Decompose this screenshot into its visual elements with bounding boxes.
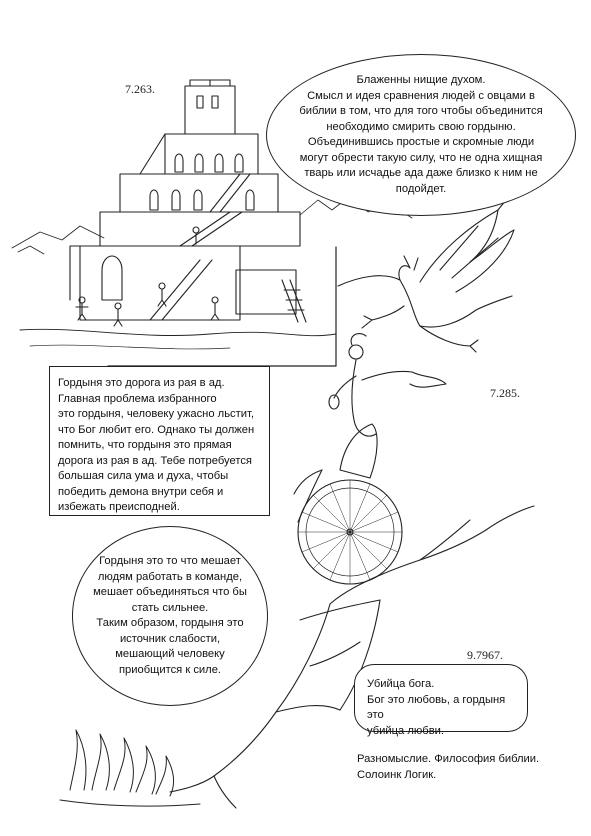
label-demon: 7.285. — [490, 386, 520, 400]
box-middle-line: дорога из рая в ад. Тебе потребуется — [58, 454, 252, 467]
bubble-left-line: мешает объединяться что бы — [93, 586, 247, 598]
bubble-right-line: убийца любви. — [367, 724, 444, 737]
box-middle-line: победить демона внутри себя и — [58, 485, 224, 498]
bubble-left-line: людям работать в команде, — [97, 570, 243, 583]
box-middle-line: это гордыня, человеку ужасно льстит, — [58, 408, 254, 420]
box-middle-line: Главная проблема избранного — [58, 392, 217, 405]
flames — [60, 730, 200, 806]
label-tower: 7.263. — [125, 82, 155, 96]
speech-bubble-right — [354, 664, 528, 737]
winged-demon — [338, 200, 514, 352]
bubble-left-line: приобщится к силе. — [118, 663, 222, 676]
bubble-top-line: Объединившись простые и скромные люди — [307, 136, 535, 148]
box-middle-line: что Бог любит его. Однако ты должен — [58, 423, 255, 436]
bubble-top-line: Блаженны нищие духом. — [356, 74, 486, 86]
box-middle-line: большая сила ума и духа, чтобы — [58, 470, 229, 482]
speech-bubble-top — [266, 54, 576, 216]
woman-on-wheel — [294, 334, 446, 584]
bubble-top-line: библии в том, что для того чтобы объединится — [299, 105, 543, 117]
bubble-left-line: Таким образом, гордыня это — [96, 617, 244, 629]
bubble-left-line: мешающий человеку — [115, 648, 225, 660]
box-middle-line: избежать преисподней. — [58, 501, 180, 513]
speech-bubble-left — [72, 526, 268, 706]
box-middle-line: Гордыня это дорога из рая в ад. — [58, 377, 225, 389]
box-middle-line: помнить, что гордыня это прямая — [58, 439, 232, 451]
credits — [357, 752, 539, 783]
bubble-top-line: Смысл и идея сравнения людей с овцами в — [307, 89, 535, 102]
credits-title: Разномыслие. Философия библии. — [357, 753, 540, 765]
bubble-left-line: Гордыня это то что мешает — [99, 555, 241, 567]
caption-box-middle — [49, 366, 270, 516]
bubble-top-line: тварь или исчадье ада даже близко к ним не — [304, 167, 538, 179]
bubble-right-line: Бог это любовь, а гордыня это — [367, 693, 506, 721]
bubble-left-line: источник слабости, — [119, 632, 221, 645]
credits-author: Солоинк Логик. — [357, 768, 437, 781]
bubble-top-line: подойдет. — [395, 182, 447, 195]
bubble-top-line: могут обрести такую силу, что не одна хищная — [299, 151, 543, 164]
label-god-killer: 9.7967. — [467, 648, 503, 662]
bubble-right-line: Убийца бога. — [367, 678, 435, 690]
bubble-left-line: стать сильнее. — [131, 601, 209, 614]
bubble-top-line: необходимо смирить свою гордыню. — [326, 120, 516, 133]
